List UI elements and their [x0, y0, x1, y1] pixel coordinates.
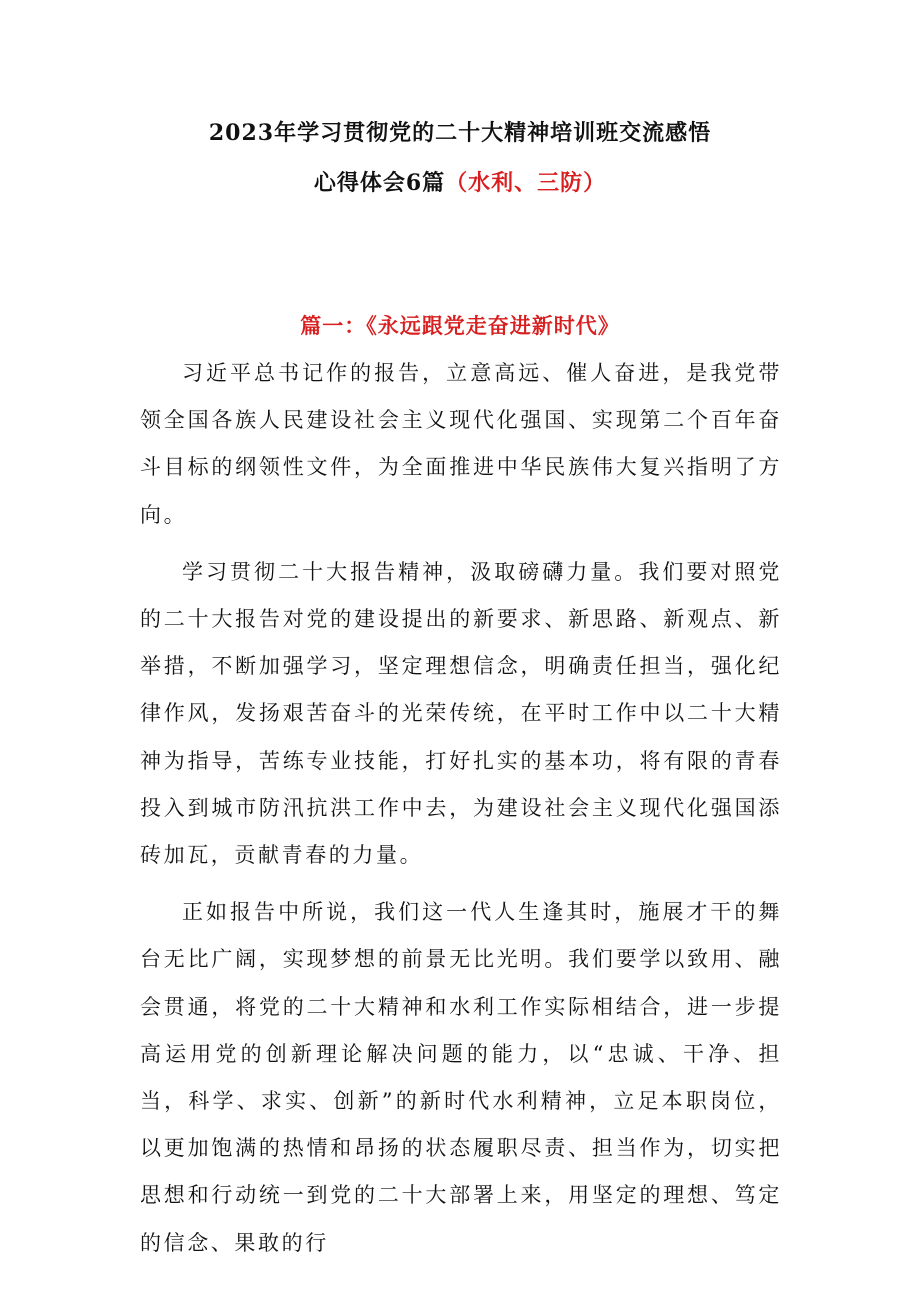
paragraph-3: 正如报告中所说，我们这一代人生逢其时，施展才干的舞台无比广阔，实现梦想的前景无比光明。我们要学以致用、融会贯通，将党的二十大精神和水利工作实际相结合，进一步提高运用党的创新理论解决问题的能力，以“忠诚、干净、担当，科学、求实、创新”的新时代水利精神，立足本职岗位，以更加饱满的热情和昂扬的状态履职尽责、担当作为，切实把思想和行动统一到党的二十大部署上来，用坚定的理想、笃定的信念、果敢的行 — [140, 900, 782, 1255]
paragraph-1: 习近平总书记作的报告，立意高远、催人奋进，是我党带领全国各族人民建设社会主义现代化强国、实现第二个百年奋斗目标的纲领性文件，为全面推进中华民族伟大复兴指明了方向。 — [140, 361, 782, 527]
body-text — [140, 350, 782, 1267]
document-title-line1 — [0, 116, 920, 147]
title-line2-red: （水利、三防） — [445, 170, 607, 196]
title-line1-text: 2023年学习贯彻党的二十大精神培训班交流感悟 — [208, 120, 712, 146]
document-title-line2 — [0, 166, 920, 197]
title-line2-main: 心得体会6篇 — [313, 170, 446, 196]
section-heading: 篇一：《永远跟党走奋进新时代》 — [300, 313, 620, 338]
paragraph-2: 学习贯彻二十大报告精神，汲取磅礴力量。我们要对照党的二十大报告对党的建设提出的新要求、新思路、新观点、新举措，不断加强学习，坚定理想信念，明确责任担当，强化纪律作风，发扬艰苦奋斗的光荣传统，在平时工作中以二十大精神为指导，苦练专业技能，打好扎实的基本功，将有限的青春投入到城市防汛抗洪工作中去，为建设社会主义现代化强国添砖加瓦，贡献青春的力量。 — [140, 559, 782, 868]
